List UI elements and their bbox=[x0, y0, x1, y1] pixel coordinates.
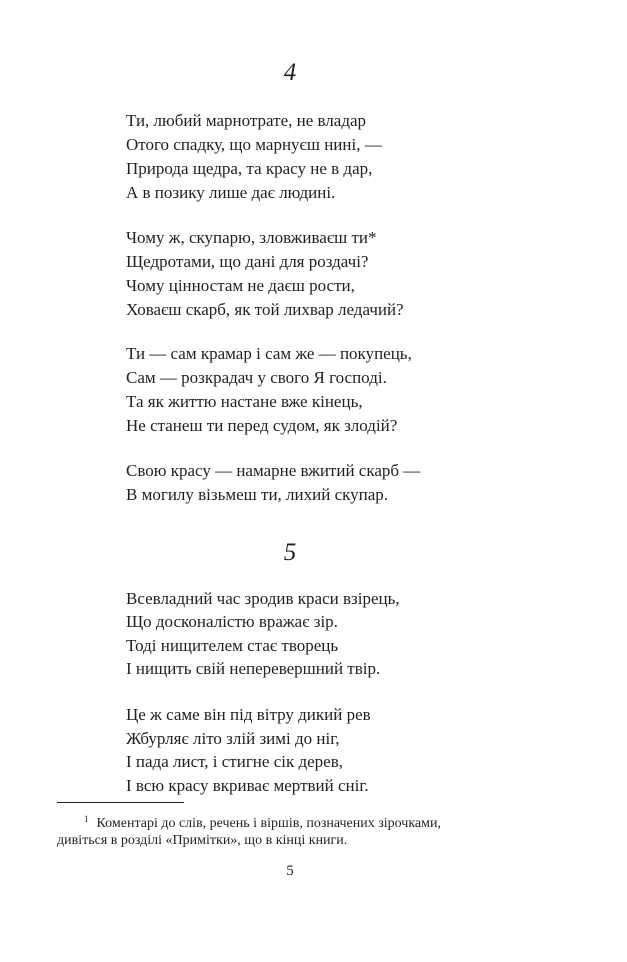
sonnet-4-number: 4 bbox=[283, 59, 297, 86]
page-number: 5 bbox=[286, 863, 294, 879]
sonnet-4-line-8: Ховаєш скарб, як той лихвар ледачий? bbox=[126, 300, 404, 319]
sonnet-5-line-8: І всю красу вкриває мертвий сніг. bbox=[126, 776, 369, 795]
sonnet-5-line-3: Тоді нищителем стає творець bbox=[126, 636, 339, 655]
sonnet-4-line-11: Та як життю настане вже кінець, bbox=[126, 392, 363, 411]
sonnet-4-line-13: Свою красу — намарне вжитий скарб — bbox=[126, 461, 421, 480]
sonnet-5-line-6: Жбурляє літо злій зимі до ніг, bbox=[126, 729, 340, 748]
sonnet-5-line-5: Це ж саме він під вітру дикий рев bbox=[126, 705, 371, 724]
sonnet-4-line-10: Сам — розкрадач у свого Я господі. bbox=[126, 368, 387, 387]
sonnet-4-line-7: Чому цінностам не даєш рости, bbox=[126, 276, 355, 295]
sonnet-4-line-5: Чому ж, скупарю, зловживаєш ти* bbox=[126, 228, 377, 247]
footnote-marker: 1 bbox=[84, 814, 89, 824]
sonnet-5-line-2: Що досконалістю вражає зір. bbox=[126, 612, 338, 631]
sonnet-5-line-1: Всевладний час зродив краси взірець, bbox=[126, 589, 400, 608]
sonnet-4-line-12: Не станеш ти перед судом, як злодій? bbox=[126, 416, 398, 435]
sonnet-5-line-4: І нищить свій неперевершний твір. bbox=[126, 659, 381, 678]
sonnet-4-line-2: Отого спадку, що марнуєш нині, — bbox=[126, 135, 382, 154]
footnote-line-2: дивіться в розділі «Примітки», що в кінці книги. bbox=[57, 833, 348, 848]
sonnet-5-line-7: І пада лист, і стигне сік дерев, bbox=[126, 752, 343, 771]
sonnet-4-line-1: Ти, любий марнотрате, не владар bbox=[126, 111, 367, 130]
sonnet-5-number: 5 bbox=[283, 539, 297, 566]
footnote-line-1 bbox=[84, 810, 441, 833]
footnote-divider bbox=[57, 802, 184, 803]
sonnet-4-line-3: Природа щедра, та красу не в дар, bbox=[126, 159, 373, 178]
sonnet-4-line-4: А в позику лише дає людині. bbox=[126, 183, 336, 202]
sonnet-4-line-6: Щедротами, що дані для роздачі? bbox=[126, 252, 369, 271]
sonnet-4-line-14: В могилу візьмеш ти, лихий скупар. bbox=[126, 485, 389, 504]
footnote-text-1: Коментарі до слів, речень і віршів, позначених зірочками, bbox=[96, 816, 441, 831]
sonnet-4-line-9: Ти — сам крамар і сам же — покупець, bbox=[126, 344, 412, 363]
